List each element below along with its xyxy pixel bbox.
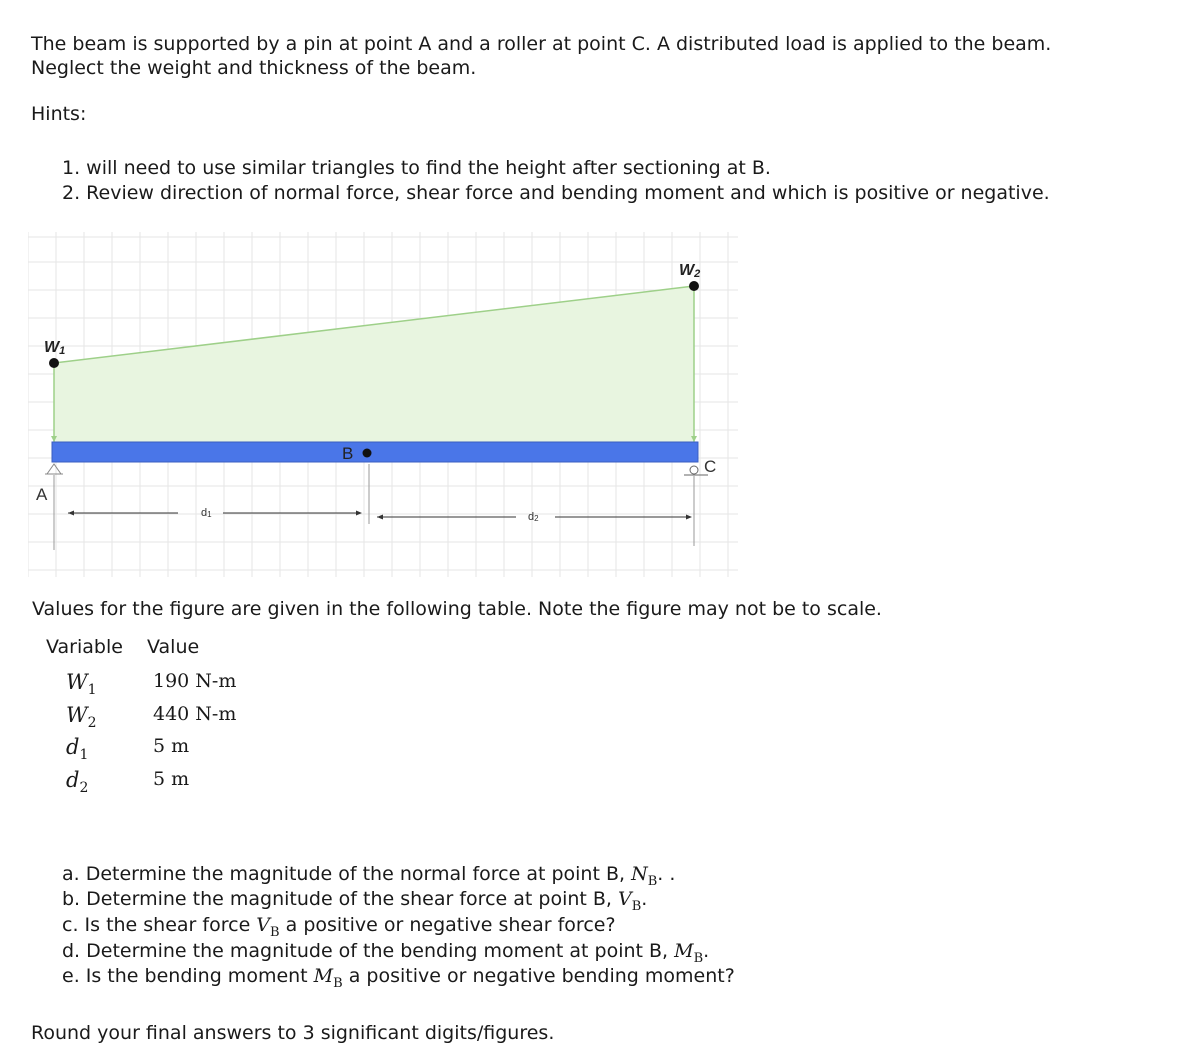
beam-figure [28,232,738,577]
point-c-label: C [704,457,717,476]
w2-label: W2 [679,262,701,280]
d1-label: d1 [201,507,212,519]
w2-point [689,281,699,291]
table-value-w2: 440 N-m [153,703,237,725]
hint-item-1: 1. will need to use similar triangles to find the height after sectioning at B. [62,157,771,179]
point-b-dot [363,449,372,458]
question-c: c. Is the shear force $V_B$ a positive or negative shear force? [62,914,616,940]
question-d: d. Determine the magnitude of the bending moment at point B, $M_B$. [62,940,710,966]
distributed-load [54,286,694,442]
question-b: b. Determine the magnitude of the shear force at point B, $V_B$. [62,888,648,914]
table-header-value: Value [147,636,200,658]
d2-label: d2 [528,511,539,523]
hint-item-2: 2. Review direction of normal force, shear force and bending moment and which is positive or negative. [62,182,1050,204]
point-b-label: B [342,444,354,463]
table-value-d2: 5 m [153,768,190,790]
table-var-d1: $d_1$ [66,735,89,764]
table-value-d1: 5 m [153,735,190,757]
round-note: Round your final answers to 3 significant digits/figures. [31,1022,555,1044]
w1-point [49,358,59,368]
values-note: Values for the figure are given in the following table. Note the figure may not be to scale. [32,598,882,620]
question-a: a. Determine the magnitude of the normal force at point B, $N_B$. . [62,863,676,889]
table-var-d2: $d_2$ [66,768,89,797]
beam [52,442,698,462]
point-a-label: A [36,485,48,504]
pin-support-a [45,464,63,474]
hints-title: Hints: [31,103,87,125]
problem-statement [31,32,1051,80]
problem-line-2: Neglect the weight and thickness of the beam. [31,57,477,79]
table-header-variable: Variable [46,636,123,658]
table-value-w1: 190 N-m [153,670,237,692]
table-var-w2: $W_2$ [66,703,97,732]
question-e: e. Is the bending moment $M_B$ a positive or negative bending moment? [62,965,735,991]
problem-line-1: The beam is supported by a pin at point A and a roller at point C. A distributed load is applied to the beam. [31,33,1052,55]
w1-label: W1 [44,339,66,357]
table-var-w1: $W_1$ [66,670,97,699]
